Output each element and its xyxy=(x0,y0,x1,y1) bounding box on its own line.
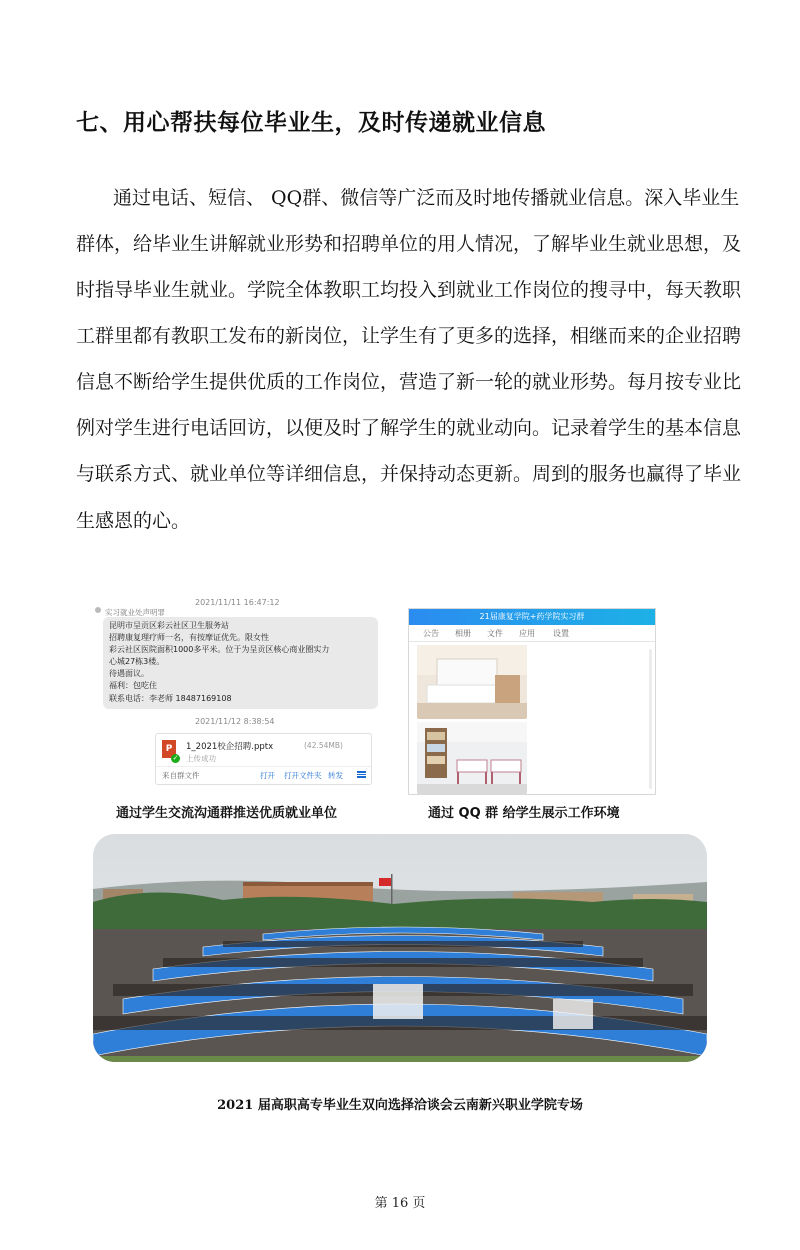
message-timestamp: 2021/11/11 16:47:12 xyxy=(195,598,280,607)
paragraph-line: 通过电话、短信、 QQ群、微信等广泛而及时地传播就业信息。深入毕业生 xyxy=(113,187,740,209)
page-number: 第 16 页 xyxy=(374,1196,426,1211)
message-timestamp: 2021/11/12 8:38:54 xyxy=(195,717,275,726)
album-photo-therapy-room[interactable] xyxy=(417,645,527,719)
message-line: 联系电话：李老师 18487169108 xyxy=(109,694,232,703)
paragraph-line: 与联系方式、就业单位等详细信息，并保持动态更新。周到的服务也赢得了毕业 xyxy=(76,463,742,485)
sender-name: 实习就业处声明罪 xyxy=(105,608,165,617)
scrollbar[interactable] xyxy=(649,649,652,789)
powerpoint-file-icon: P xyxy=(162,740,176,758)
avatar xyxy=(95,607,101,613)
message-bubble xyxy=(103,617,378,709)
qq-tab-bar xyxy=(409,625,655,642)
caption-job-fair: 2021 届高职高专毕业生双向选择洽谈会云南新兴职业学院专场 xyxy=(217,1098,583,1113)
menu-icon[interactable] xyxy=(357,771,366,778)
tab-files[interactable]: 文件 xyxy=(487,629,503,638)
caption-chat: 通过学生交流沟通群推送优质就业单位 xyxy=(116,806,338,821)
qq-group-screenshot xyxy=(408,608,656,795)
file-name: 1_2021校企招聘.pptx xyxy=(186,742,274,752)
caption-qq: 通过 QQ 群 给学生展示工作环境 xyxy=(428,806,620,821)
section-heading: 七、用心帮扶每位毕业生，及时传递就业信息 xyxy=(76,110,546,136)
open-file-link[interactable]: 打开 xyxy=(260,771,275,780)
open-folder-link[interactable]: 打开文件夹 xyxy=(284,771,322,780)
check-icon: ✓ xyxy=(172,754,179,762)
tab-announcement[interactable]: 公告 xyxy=(423,629,439,638)
tab-album[interactable]: 相册 xyxy=(455,629,471,638)
paragraph-line: 生感恩的心。 xyxy=(76,510,191,532)
file-card[interactable] xyxy=(155,733,372,785)
message-line: 昆明市呈贡区彩云社区卫生服务站 xyxy=(109,621,229,630)
divider xyxy=(156,766,371,767)
qq-group-title: 21届康复学院+药学院实习群 xyxy=(409,609,655,625)
message-line: 彩云社区医院面积1000多平米。位于为呈贡区核心商业圈实力 xyxy=(109,645,330,654)
message-line: 福利：包吃住 xyxy=(109,681,157,690)
forward-link[interactable]: 转发 xyxy=(328,771,343,780)
paragraph-line: 例对学生进行电话回访，以便及时了解学生的就业动向。记录着学生的基本信息 xyxy=(76,417,742,439)
paragraph-line: 群体，给毕业生讲解就业形势和招聘单位的用人情况，了解毕业生就业思想，及 xyxy=(76,233,742,255)
tab-apps[interactable]: 应用 xyxy=(519,629,535,638)
job-fair-photo xyxy=(93,834,707,1062)
tab-settings[interactable]: 设置 xyxy=(553,629,569,638)
chat-screenshot xyxy=(95,595,390,790)
paragraph-line: 信息不断给学生提供优质的工作岗位，营造了新一轮的就业形势。每月按专业比 xyxy=(76,371,742,393)
paragraph-line: 时指导毕业生就业。学院全体教职工均投入到就业工作岗位的搜寻中，每天教职 xyxy=(76,279,742,301)
upload-status: 上传成功 xyxy=(186,754,216,763)
file-size: (42.54MB) xyxy=(304,741,343,750)
message-line: 招聘康复理疗师一名，有按摩证优先。限女性 xyxy=(109,633,269,642)
message-line: 待遇面议。 xyxy=(109,669,149,678)
file-source: 来自群文件 xyxy=(162,771,200,780)
message-line: 心城27栋3楼。 xyxy=(109,657,165,666)
album-photo-ward[interactable] xyxy=(417,722,527,794)
paragraph-line: 工群里都有教职工发布的新岗位，让学生有了更多的选择，相继而来的企业招聘 xyxy=(76,325,742,347)
